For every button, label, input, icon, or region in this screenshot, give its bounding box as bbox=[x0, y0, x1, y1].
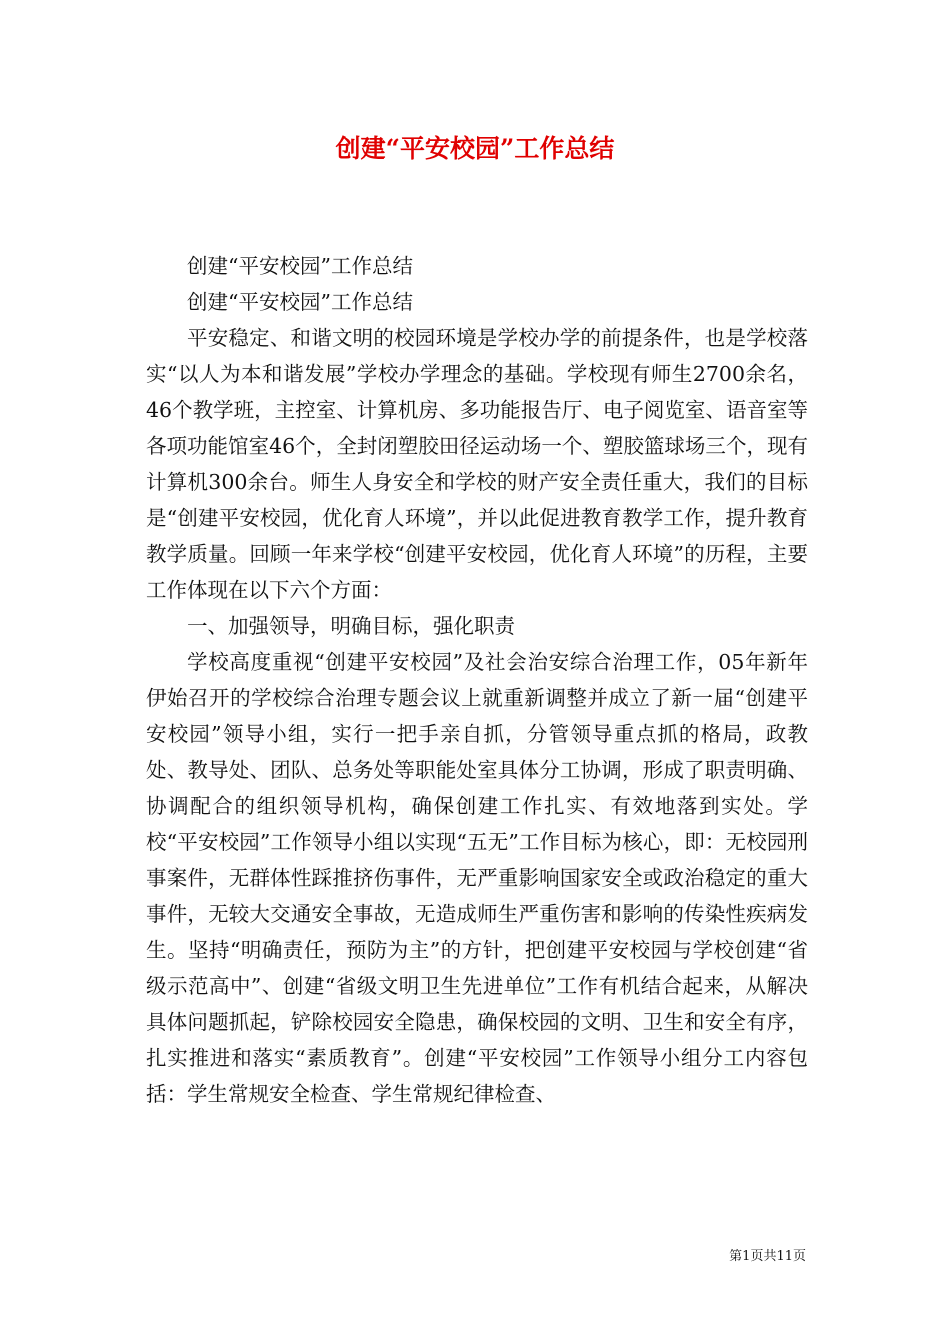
document-body bbox=[146, 248, 808, 1112]
paragraph-intro: 平安稳定、和谐文明的校园环境是学校办学的前提条件，也是学校落实“以人为本和谐发展”学校办学理念的基础。学校现有师生2700余名，46个教学班，主控室、计算机房、多功能报告厅、电子阅览室、语音室等各项功能馆室46个，全封闭塑胶田径运动场一个、塑胶篮球场三个，现有计算机300余台。师生人身安全和学校的财产安全责任重大，我们的目标是“创建平安校园，优化育人环境”，并以此促进教育教学工作，提升教育教学质量。回顾一年来学校“创建平安校园，优化育人环境”的历程，主要工作体现在以下六个方面： bbox=[146, 326, 808, 602]
document-title: 创建“平安校园”工作总结 bbox=[335, 134, 615, 163]
paragraph-subtitle-1: 创建“平安校园”工作总结 bbox=[187, 254, 413, 278]
paragraph-subtitle-2: 创建“平安校园”工作总结 bbox=[187, 290, 413, 314]
page-number: 第1页共11页 bbox=[729, 1249, 806, 1264]
section-heading-1: 一、加强领导，明确目标，强化职责 bbox=[187, 614, 515, 638]
paragraph-section-1: 学校高度重视“创建平安校园”及社会治安综合治理工作，05年新年伊始召开的学校综合治理专题会议上就重新调整并成立了新一届“创建平安校园”领导小组，实行一把手亲自抓，分管领导重点抓的格局，政教处、教导处、团队、总务处等职能处室具体分工协调，形成了职责明确、协调配合的组织领导机构，确保创建工作扎实、有效地落到实处。学校“平安校园”工作领导小组以实现“五无”工作目标为核心，即：无校园刑事案件，无群体性踩推挤伤事件，无严重影响国家安全或政治稳定的重大事件，无较大交通安全事故，无造成师生严重伤害和影响的传染性疾病发生。坚持“明确责任，预防为主”的方针，把创建平安校园与学校创建“省级示范高中”、创建“省级文明卫生先进单位”工作有机结合起来，从解决具体问题抓起，铲除校园安全隐患，确保校园的文明、卫生和安全有序，扎实推进和落实“素质教育”。创建“平安校园”工作领导小组分工内容包括：学生常规安全检查、学生常规纪律检查、 bbox=[146, 650, 808, 1106]
